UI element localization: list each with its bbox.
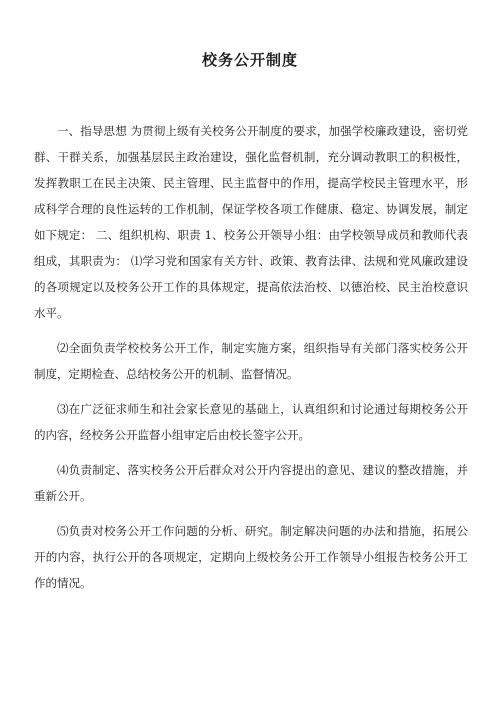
paragraph-guiding-principles: 一、指导思想 为贯彻上级有关校务公开制度的要求，加强学校廉政建设，密切党群、干群关系，加强基层民主政治建设，强化监督机制，充分调动教职工的积极性，发挥教职工在民主决策、民主管理、民主监督中的作用，提高学校民主管理水平，形成科学合理的良性运转的工作机制，保证学校各项工作健康、稳定、协调发展，制定如下规定： 二、组织机构、职责 1、校务公开领导小组：由学校领导成员和教师代表组成，其职责为： ⑴学习党和国家有关方针、政策、教育法律、法规和党风廉政建设的各项规定以及校务公开工作的具体规定，提高依法治校、以德治校、民主治校意识水平。	[34, 124, 468, 320]
paragraph-item-3: ⑶在广泛征求师生和社会家长意见的基础上，认真组织和讨论通过每期校务公开的内容，经校务公开监督小组审定后由校长签字公开。	[34, 402, 468, 442]
paragraph-item-4: ⑷负责制定、落实校务公开后群众对公开内容提出的意见、建议的整改措施，并重新公开。	[34, 463, 468, 503]
paragraph-item-5: ⑸负责对校务公开工作问题的分析、研究。制定解决问题的办法和措施，拓展公开的内容，执行公开的各项规定，定期向上级校务公开工作领导小组报告校务公开工作的情况。	[34, 524, 468, 590]
document-title: 校务公开制度	[201, 51, 298, 69]
document-body	[34, 118, 468, 605]
paragraph-item-2: ⑵全面负责学校校务公开工作，制定实施方案，组织指导有关部门落实校务公开制度，定期检查、总结校务公开的机制、监督情况。	[34, 341, 468, 381]
